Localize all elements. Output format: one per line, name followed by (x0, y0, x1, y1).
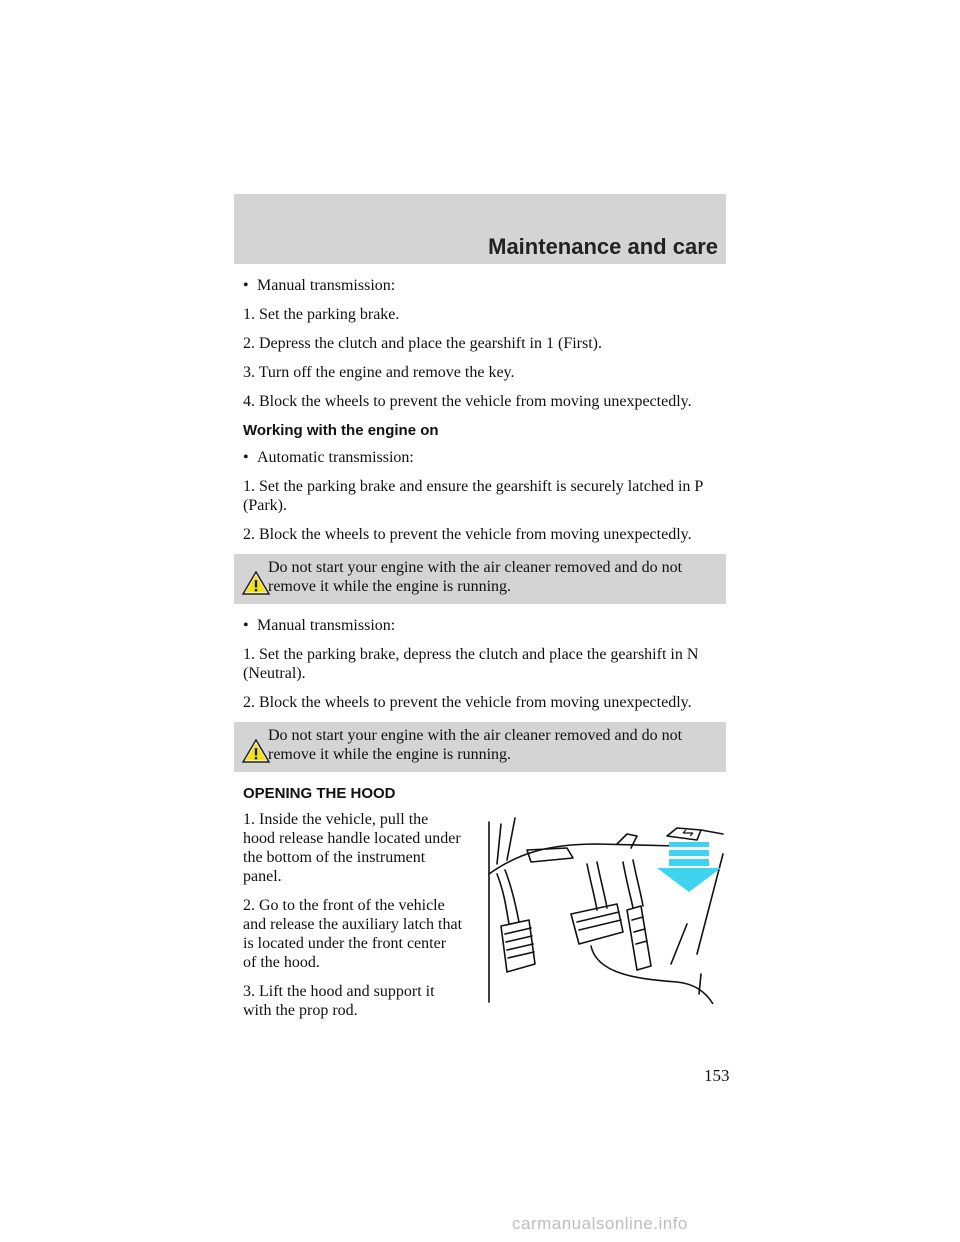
page-number: 153 (704, 1066, 730, 1085)
step: 1. Set the parking brake. (243, 306, 400, 323)
step: 4. Block the wheels to prevent the vehicle from moving unexpectedly. (243, 393, 692, 410)
warning-text: Do not start your engine with the air cleaner removed and do not remove it while the engine is running. (268, 559, 683, 595)
subheading-engine-on: Working with the engine on (243, 422, 439, 439)
pull-arrow-icon (657, 842, 721, 892)
step: 3. Lift the hood and support it with the prop rod. (243, 983, 435, 1019)
step: 2. Block the wheels to prevent the vehicle from moving unexpectedly. (243, 526, 692, 543)
step: 1. Set the parking brake and ensure the gearshift is securely latched in P (Park). (243, 478, 703, 514)
bullet-icon: • (243, 277, 249, 294)
warning-triangle-icon (242, 570, 270, 596)
bullet-text: Manual transmission: (257, 277, 396, 294)
step: 2. Go to the front of the vehicle and release the auxiliary latch that is located under the front center of the hood. (243, 897, 463, 971)
bullet-manual-transmission-2 (243, 616, 729, 635)
hood-release-illustration (487, 814, 727, 1004)
section-title: Maintenance and care (488, 234, 718, 259)
bullet-icon: • (243, 449, 249, 466)
step: 2. Depress the clutch and place the gearshift in 1 (First). (243, 335, 602, 352)
warning-box (234, 554, 726, 604)
bullet-text: Manual transmission: (257, 617, 396, 634)
warning-text: Do not start your engine with the air cleaner removed and do not remove it while the engine is running. (268, 727, 683, 763)
section-heading-opening-hood: OPENING THE HOOD (243, 785, 396, 802)
bullet-text: Automatic transmission: (257, 449, 414, 466)
bullet-icon: • (243, 617, 249, 634)
step: 1. Set the parking brake, depress the clutch and place the gearshift in N (Neutral). (243, 646, 699, 682)
bullet-automatic-transmission (243, 448, 729, 467)
hood-section (243, 810, 729, 1020)
bullet-manual-transmission (243, 276, 729, 295)
page-content (243, 276, 729, 1030)
step: 3. Turn off the engine and remove the key. (243, 364, 515, 381)
warning-triangle-icon (242, 738, 270, 764)
section-header-band (234, 194, 726, 264)
step: 2. Block the wheels to prevent the vehicle from moving unexpectedly. (243, 694, 692, 711)
warning-box (234, 722, 726, 772)
watermark-text: carmanualsonline.info (512, 1214, 688, 1233)
hood-steps (243, 810, 463, 1020)
step: 1. Inside the vehicle, pull the hood release handle located under the bottom of the instrument panel. (243, 811, 461, 885)
